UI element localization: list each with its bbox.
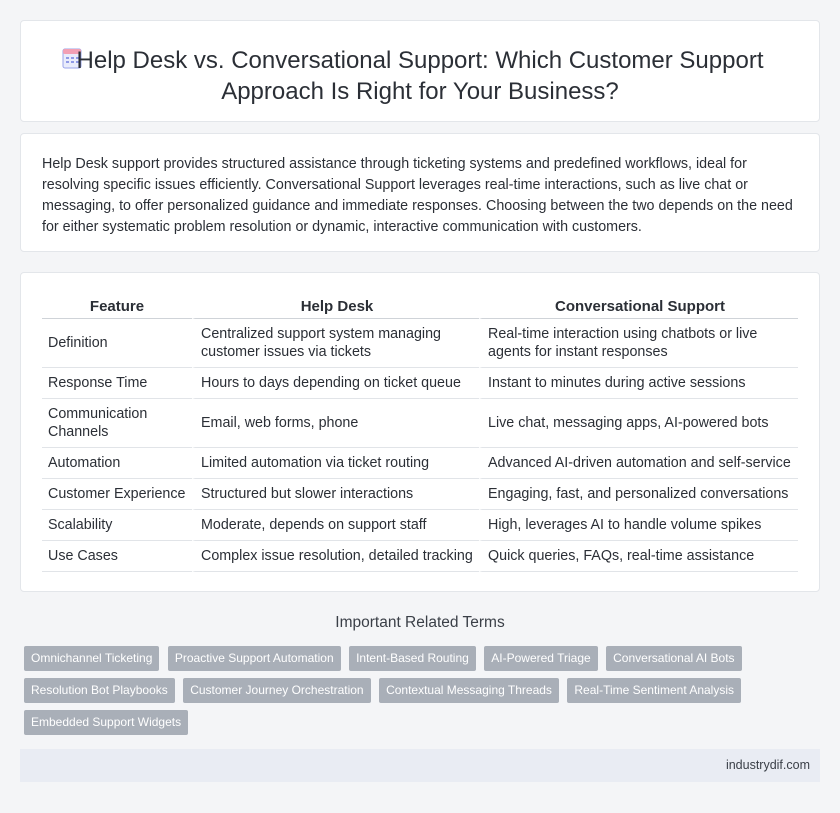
table-header-row — [42, 297, 798, 319]
title-card — [20, 20, 820, 122]
related-term-tag[interactable]: Real-Time Sentiment Analysis — [567, 678, 741, 703]
help-desk-cell: Centralized support system managing customer issues via tickets — [192, 319, 479, 368]
comparison-card — [20, 272, 820, 592]
feature-cell: Customer Experience — [42, 479, 192, 510]
table-row — [42, 319, 798, 368]
page-title: Help Desk vs. Conversational Support: Which Customer Support Approach Is Right for Your Business? — [76, 47, 764, 105]
related-term-tag[interactable]: Resolution Bot Playbooks — [24, 678, 175, 703]
conversational-cell: Instant to minutes during active sessions — [479, 368, 798, 399]
related-terms-heading: Important Related Terms — [335, 614, 505, 631]
header-conversational-support: Conversational Support — [479, 297, 798, 319]
conversational-cell: Advanced AI-driven automation and self-service — [479, 448, 798, 479]
table-row — [42, 479, 798, 510]
conversational-cell: Quick queries, FAQs, real-time assistance — [479, 541, 798, 572]
related-term-tag[interactable]: AI-Powered Triage — [484, 646, 597, 671]
intro-card — [20, 133, 820, 252]
footer — [20, 749, 820, 782]
table-row — [42, 399, 798, 448]
feature-cell: Communication Channels — [42, 399, 192, 448]
feature-cell: Use Cases — [42, 541, 192, 572]
help-desk-cell: Complex issue resolution, detailed tracking — [192, 541, 479, 572]
header-feature: Feature — [42, 297, 192, 319]
related-term-tag[interactable]: Proactive Support Automation — [168, 646, 341, 671]
comparison-table — [42, 297, 798, 572]
table-row — [42, 448, 798, 479]
feature-cell: Response Time — [42, 368, 192, 399]
feature-cell: Scalability — [42, 510, 192, 541]
header-help-desk: Help Desk — [192, 297, 479, 319]
help-desk-cell: Hours to days depending on ticket queue — [192, 368, 479, 399]
related-terms-list — [24, 646, 804, 742]
feature-cell: Automation — [42, 448, 192, 479]
related-term-tag[interactable]: Contextual Messaging Threads — [379, 678, 559, 703]
intro-paragraph: Help Desk support provides structured assistance through ticketing systems and predefined workflows, ideal for resolving specific issues efficiently. Conversational Support leverages real-time interactions, such as live chat or messaging, to offer personalized guidance and immediate responses. Choosing between the two depends on the need for either systematic problem resolution or dynamic, interactive communication with customers. — [42, 156, 793, 235]
conversational-cell: Real-time interaction using chatbots or live agents for instant responses — [479, 319, 798, 368]
help-desk-cell: Email, web forms, phone — [192, 399, 479, 448]
conversational-cell: Engaging, fast, and personalized conversations — [479, 479, 798, 510]
help-desk-cell: Moderate, depends on support staff — [192, 510, 479, 541]
related-term-tag[interactable]: Omnichannel Ticketing — [24, 646, 159, 671]
table-row — [42, 368, 798, 399]
feature-cell: Definition — [42, 319, 192, 368]
related-term-tag[interactable]: Intent-Based Routing — [349, 646, 476, 671]
conversational-cell: Live chat, messaging apps, AI-powered bots — [479, 399, 798, 448]
help-desk-cell: Structured but slower interactions — [192, 479, 479, 510]
table-row — [42, 510, 798, 541]
footer-site-link[interactable]: industrydif.com — [725, 758, 810, 772]
related-term-tag[interactable]: Conversational AI Bots — [606, 646, 741, 671]
related-term-tag[interactable]: Customer Journey Orchestration — [183, 678, 370, 703]
help-desk-cell: Limited automation via ticket routing — [192, 448, 479, 479]
table-row — [42, 541, 798, 572]
related-term-tag[interactable]: Embedded Support Widgets — [24, 710, 188, 735]
conversational-cell: High, leverages AI to handle volume spikes — [479, 510, 798, 541]
